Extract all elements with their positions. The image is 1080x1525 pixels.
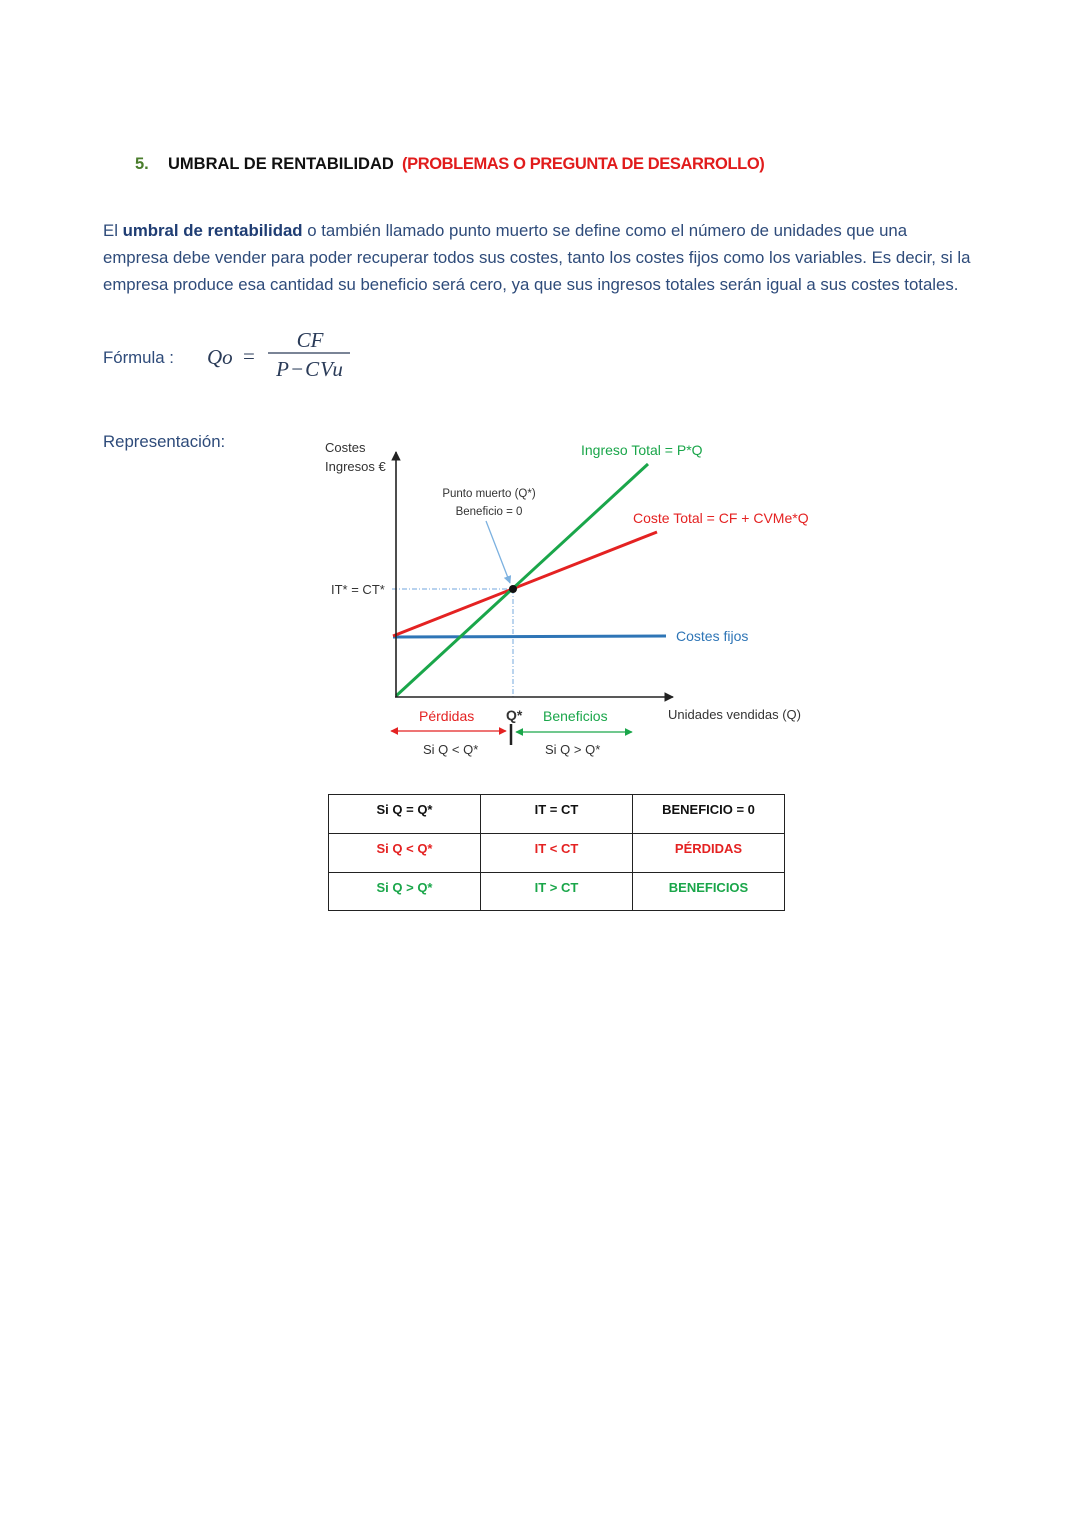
break-even-formula [195, 322, 370, 387]
break-even-diagram [300, 425, 830, 770]
paragraph-line [103, 217, 970, 244]
break-even-quantity-label: Q* [506, 707, 523, 723]
total-cost-label: Coste Total = CF + CVMe*Q [633, 510, 809, 526]
fixed-costs-line [393, 636, 666, 637]
fixed-costs-label: Costes fijos [676, 628, 749, 644]
section-heading [0, 153, 1080, 175]
table-cell-condition: Si Q < Q* [329, 834, 481, 873]
break-even-summary-table [328, 794, 785, 911]
break-even-callout-subtitle: Beneficio = 0 [455, 506, 523, 518]
key-term: umbral de rentabilidad [122, 221, 303, 240]
table-cell-relation: IT < CT [481, 834, 633, 873]
section-title: UMBRAL DE RENTABILIDAD [168, 155, 394, 173]
table-cell-result: BENEFICIOS [633, 873, 785, 911]
table-cell-result: BENEFICIO = 0 [633, 795, 785, 834]
break-even-point [509, 585, 517, 593]
representation-label: Representación: [103, 432, 226, 451]
loss-region-label: Pérdidas [419, 708, 475, 724]
formula-label: Fórmula : [103, 348, 174, 367]
table-cell-condition: Si Q = Q* [329, 795, 481, 834]
y-axis-label-line2: Ingresos € [325, 459, 386, 474]
formula-equals: = [243, 344, 255, 368]
table-cell-relation: IT = CT [481, 795, 633, 834]
paragraph-line: empresa debe vender para poder recuperar todos sus costes, tanto los costes fijos como los variables. Es decir, si la [103, 248, 971, 267]
table-row [329, 795, 785, 834]
definition-paragraph [103, 217, 970, 298]
paragraph-text: El [103, 221, 123, 240]
total-cost-line [393, 532, 657, 636]
break-even-callout-title: Punto muerto (Q*) [442, 488, 536, 500]
table-cell-result: PÉRDIDAS [633, 834, 785, 873]
profit-region-label: Beneficios [543, 708, 608, 724]
table-row [329, 834, 785, 873]
paragraph-text: o también llamado punto muerto se define como el número de unidades que una [302, 221, 908, 240]
formula-lhs: Qo [207, 345, 233, 369]
paragraph-line: empresa produce esa cantidad su beneficio será cero, ya que sus ingresos totales serán igual a sus costes totales. [103, 275, 959, 294]
formula-denominator: P−CVu [276, 357, 344, 381]
break-even-value-label: IT* = CT* [331, 582, 385, 597]
section-note: (PROBLEMAS O PREGUNTA DE DESARROLLO) [402, 155, 765, 173]
x-axis-label: Unidades vendidas (Q) [668, 707, 801, 722]
section-number: 5. [135, 155, 149, 173]
loss-condition-label: Si Q < Q* [423, 742, 479, 757]
profit-condition-label: Si Q > Q* [545, 742, 601, 757]
formula-numerator: CF [296, 328, 324, 352]
callout-arrow [486, 521, 510, 583]
table-cell-relation: IT > CT [481, 873, 633, 911]
table-cell-condition: Si Q > Q* [329, 873, 481, 911]
y-axis-label-line1: Costes [325, 440, 366, 455]
table-row [329, 873, 785, 911]
total-revenue-label: Ingreso Total = P*Q [581, 442, 703, 458]
